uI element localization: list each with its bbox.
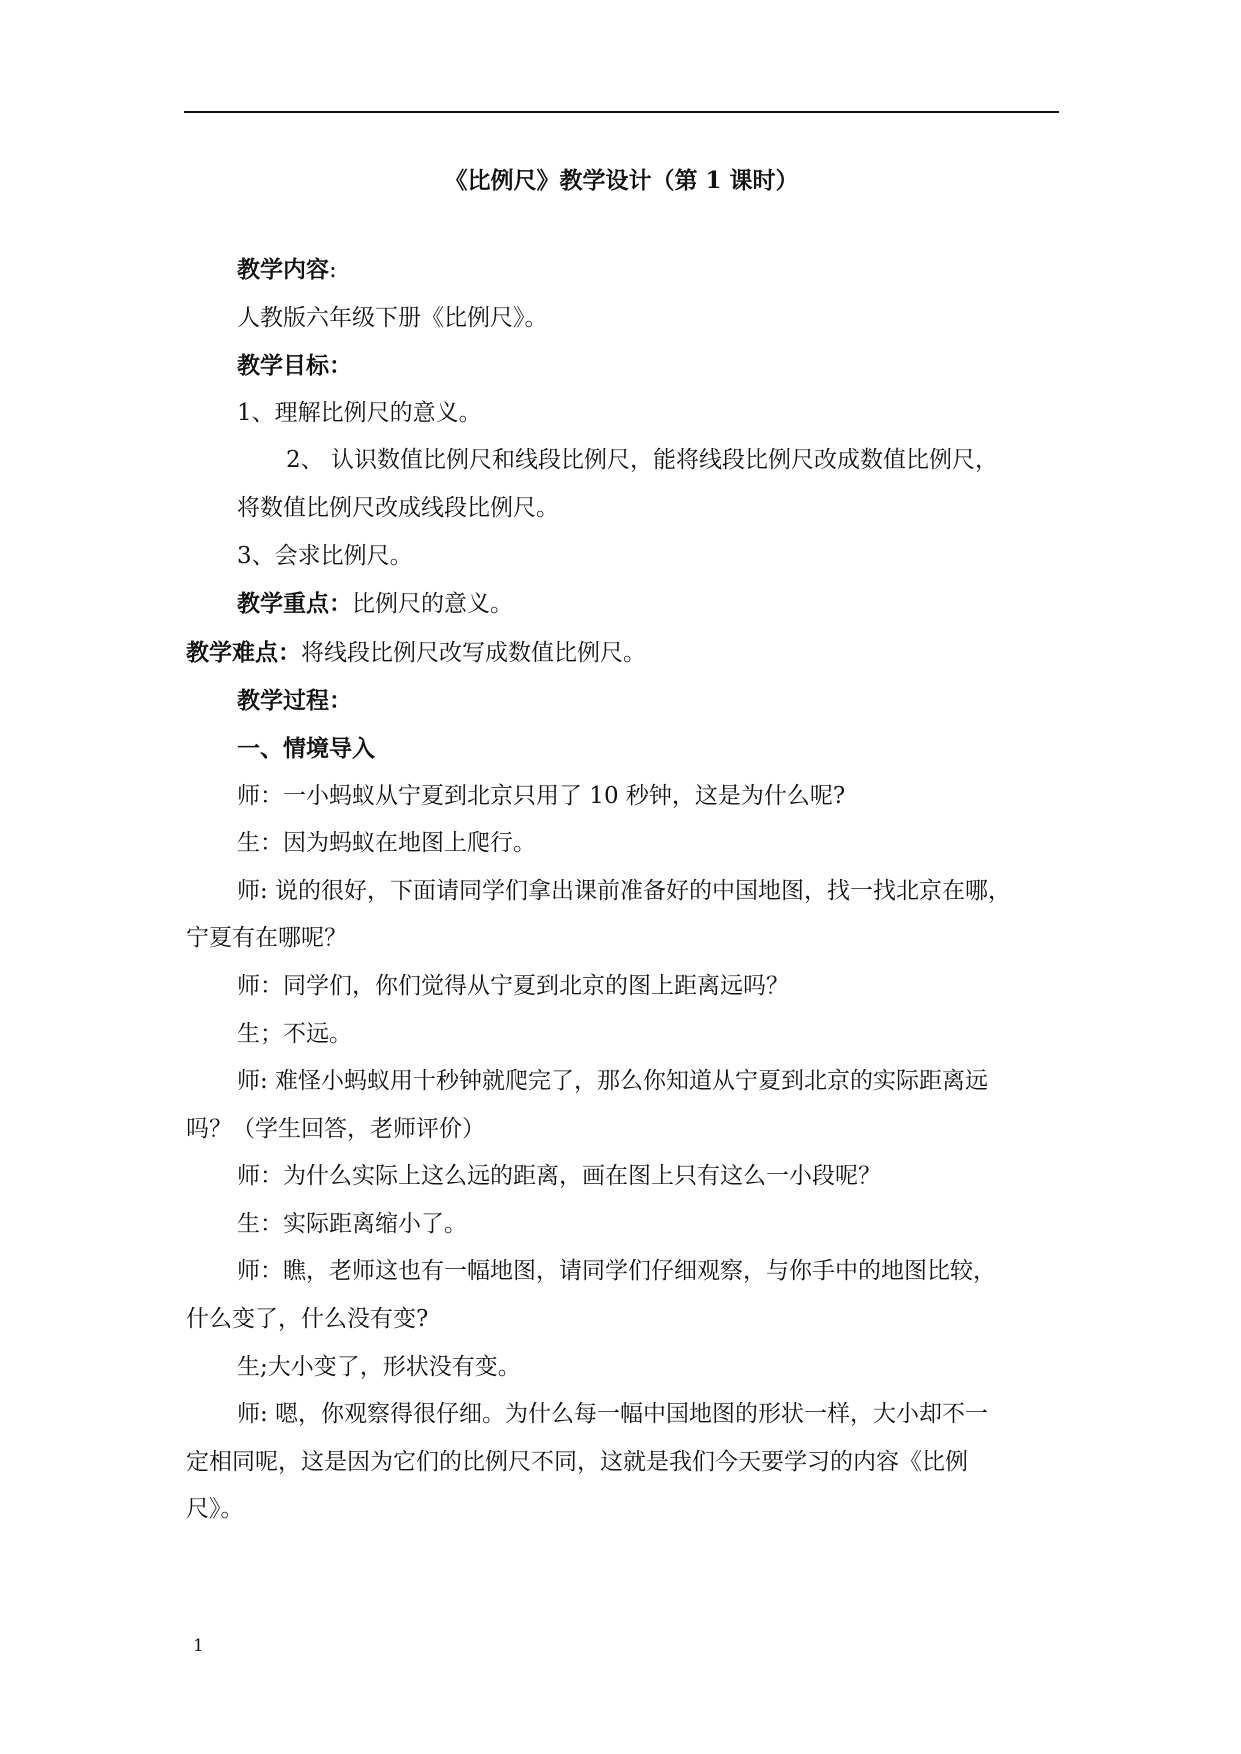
key-point — [186, 590, 1057, 619]
dialogue-line: 生：因为蚂蚁在地图上爬行。 — [237, 830, 536, 857]
dialogue-line: 师：为什么实际上这么远的距离，画在图上只有这么一小段呢？ — [237, 1163, 881, 1190]
difficulty-text: 将线段比例尺改写成数值比例尺。 — [301, 639, 646, 666]
dialogue-line-continued: 定相同呢，这是因为它们的比例尺不同，这就是我们今天要学习的内容《比例 — [186, 1448, 968, 1475]
dialogue-line: 生；不远。 — [237, 1020, 352, 1047]
dialogue-line: 生;大小变了，形状没有变。 — [237, 1353, 521, 1380]
document-title: 《比例尺》教学设计（第 1 课时） — [444, 167, 799, 194]
goal-3: 3、会求比例尺。 — [237, 542, 413, 569]
key-label: 教学重点： — [237, 590, 352, 618]
content-text: 人教版六年级下册《比例尺》。 — [237, 304, 548, 331]
dialogue-line: 师：瞧，老师这也有一幅地图，请同学们仔细观察，与你手中的地图比较， — [237, 1258, 996, 1285]
content-label: 教学内容 — [237, 256, 329, 283]
content-colon: : — [329, 257, 337, 283]
goal-2-line-2: 将数值比例尺改成线段比例尺。 — [237, 494, 559, 521]
difficulty-point — [186, 639, 1057, 668]
dialogue-line: 师：同学们，你们觉得从宁夏到北京的图上距离远吗？ — [237, 972, 789, 999]
content-heading — [186, 256, 1057, 285]
dialogue-line: 师: 说的很好，下面请同学们拿出课前准备好的中国地图，找一找北京在哪， — [237, 877, 1012, 904]
goal-2-line-1: 2、 认识数值比例尺和线段比例尺，能将线段比例尺改成数值比例尺， — [286, 447, 998, 474]
dialogue-line-continued: 什么变了，什么没有变? — [186, 1306, 429, 1333]
dialogue-line-continued: 尺》。 — [186, 1496, 244, 1523]
dialogue-line: 师: 难怪小蚂蚁用十秒钟就爬完了，那么你知道从宁夏到北京的实际距离远 — [237, 1068, 989, 1095]
dialogue-line-continued: 宁夏有在哪呢？ — [186, 925, 347, 952]
dialogue-line-continued: 吗？（学生回答，老师评价） — [186, 1115, 485, 1142]
process-heading: 教学过程： — [237, 687, 352, 715]
dialogue-line: 师：一小蚂蚁从宁夏到北京只用了 10 秒钟，这是为什么呢? — [237, 782, 846, 809]
part-1-heading: 一、情境导入 — [237, 734, 375, 762]
key-text: 比例尺的意义。 — [352, 591, 513, 618]
header-rule — [184, 111, 1059, 113]
difficulty-label: 教学难点： — [186, 638, 301, 666]
document-body — [186, 256, 1057, 1544]
dialogue-line: 师: 嗯，你观察得很仔细。为什么每一幅中国地图的形状一样，大小却不一 — [237, 1401, 989, 1428]
page-number: 1 — [193, 1636, 204, 1656]
goal-1: 1、理解比例尺的意义。 — [237, 399, 482, 426]
dialogue-line: 生：实际距离缩小了。 — [237, 1210, 467, 1237]
goals-heading: 教学目标： — [237, 352, 352, 380]
